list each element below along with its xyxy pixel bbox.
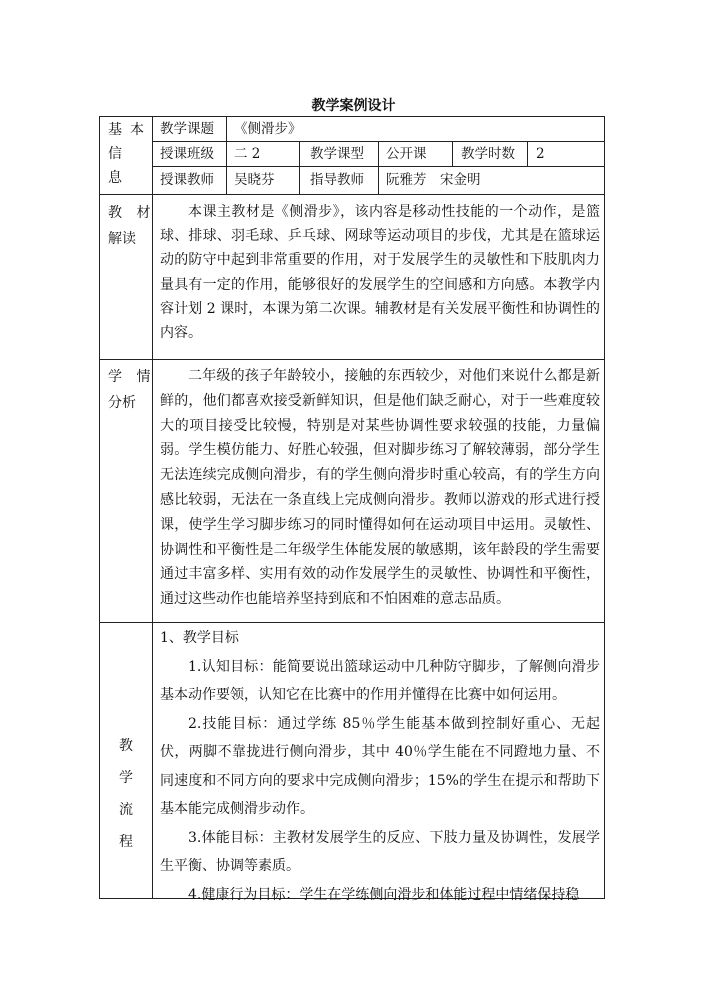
process-label-char: 流	[119, 802, 133, 818]
process-content	[160, 624, 600, 909]
row-divider	[99, 359, 605, 360]
topic-value: 《侧滑步》	[234, 121, 302, 137]
document-title: 教学案例设计	[311, 98, 396, 114]
teacher-label: 授课教师	[160, 172, 214, 188]
column-divider	[226, 116, 227, 194]
goal-item: 4.健康行为目标：学生在学练侧向滑步和体能过程中情绪保持稳	[188, 886, 580, 903]
teacher-value: 吴晓芬	[234, 172, 275, 188]
row-divider	[99, 194, 605, 195]
process-section-label	[116, 730, 136, 858]
goal-item: 1.认知目标：能简要说出篮球运动中几种防守脚步，了解侧向滑步基本动作要领，认知它在比赛中的作用并懂得在比赛中如何运用。	[160, 658, 600, 703]
lesson-type-label: 教学课型	[310, 146, 364, 162]
info-label-char: 信	[108, 146, 122, 162]
students-section-label	[108, 364, 152, 416]
info-label-char: 基	[108, 122, 122, 138]
process-label-char: 学	[119, 770, 133, 786]
column-divider	[527, 141, 528, 166]
info-section-label	[108, 118, 152, 190]
goal-item: 2.技能目标：通过学练 85％学生能基本做到控制好重心、无起伏，两脚不靠拢进行侧向滑步，其中 40％学生能在不同蹬地力量、不同速度和不同方向的要求中完成侧向滑步；15%的学生在提示和帮助下基本能完成侧滑步动作。	[160, 715, 600, 817]
material-label-line2: 解读	[108, 231, 136, 247]
lesson-type-value: 公开课	[386, 146, 427, 162]
lesson-hours-value: 2	[536, 146, 545, 162]
lesson-hours-label: 教学时数	[461, 146, 515, 162]
class-label: 授课班级	[160, 146, 214, 162]
process-label-char: 程	[119, 834, 133, 850]
column-divider	[452, 141, 453, 166]
row-divider	[99, 622, 605, 623]
material-label-line1: 教 材	[108, 205, 151, 221]
students-label-line1: 学 情	[108, 369, 151, 385]
column-divider	[378, 141, 379, 194]
mentor-label: 指导教师	[310, 172, 364, 188]
mentor-value: 阮雅芳 宋金明	[386, 172, 481, 188]
topic-label: 教学课题	[160, 121, 214, 137]
goal-item: 3.体能目标：主教材发展学生的反应、下肢力量及协调性，发展学生平衡、协调等素质。	[160, 829, 600, 874]
material-section-label	[108, 200, 152, 252]
class-value: 二 2	[234, 146, 261, 162]
info-label-char: 息	[108, 170, 122, 186]
column-divider	[152, 116, 153, 899]
process-label-char: 教	[119, 738, 133, 754]
info-label-char: 本	[130, 122, 144, 138]
students-text: 二年级的孩子年龄较小，接触的东西较少，对他们来说什么都是新鲜的，他们都喜欢接受新鲜知识，但是他们缺乏耐心，对于一些难度较大的项目接受比较慢，特别是对某些协调性要求较强的技能，力量偏弱。学生模仿能力、好胜心较强，但对脚步练习了解较薄弱，部分学生无法连续完成侧向滑步，有的学生侧向滑步时重心较高，有的学生方向感比较弱，无法在一条直线上完成侧向滑步。教师以游戏的形式进行授课，使学生学习脚步练习的同时懂得如何在运动项目中运用。灵敏性、协调性和平衡性是二年级学生体能发展的敏感期，该年龄段的学生需要通过丰富多样、实用有效的动作发展学生的灵敏性、协调性和平衡性，通过这些动作也能培养坚持到底和不怕困难的意志品质。	[160, 368, 600, 608]
goals-heading: 1、教学目标	[160, 630, 239, 646]
column-divider	[299, 141, 300, 194]
students-label-line2: 分析	[108, 395, 136, 411]
material-text: 本课主教材是《侧滑步》，该内容是移动性技能的一个动作，是篮球、排球、羽毛球、乒乓球、网球等运动项目的步伐，尤其是在篮球运动的防守中起到非常重要的作用，对于发展学生的灵敏性和下肢肌肉力量具有一定的作用，能够很好的发展学生的空间感和方向感。本教学内容计划 2 课时，本课为第二次课。辅教材是有关发展平衡性和协调性的内容。	[160, 204, 600, 342]
